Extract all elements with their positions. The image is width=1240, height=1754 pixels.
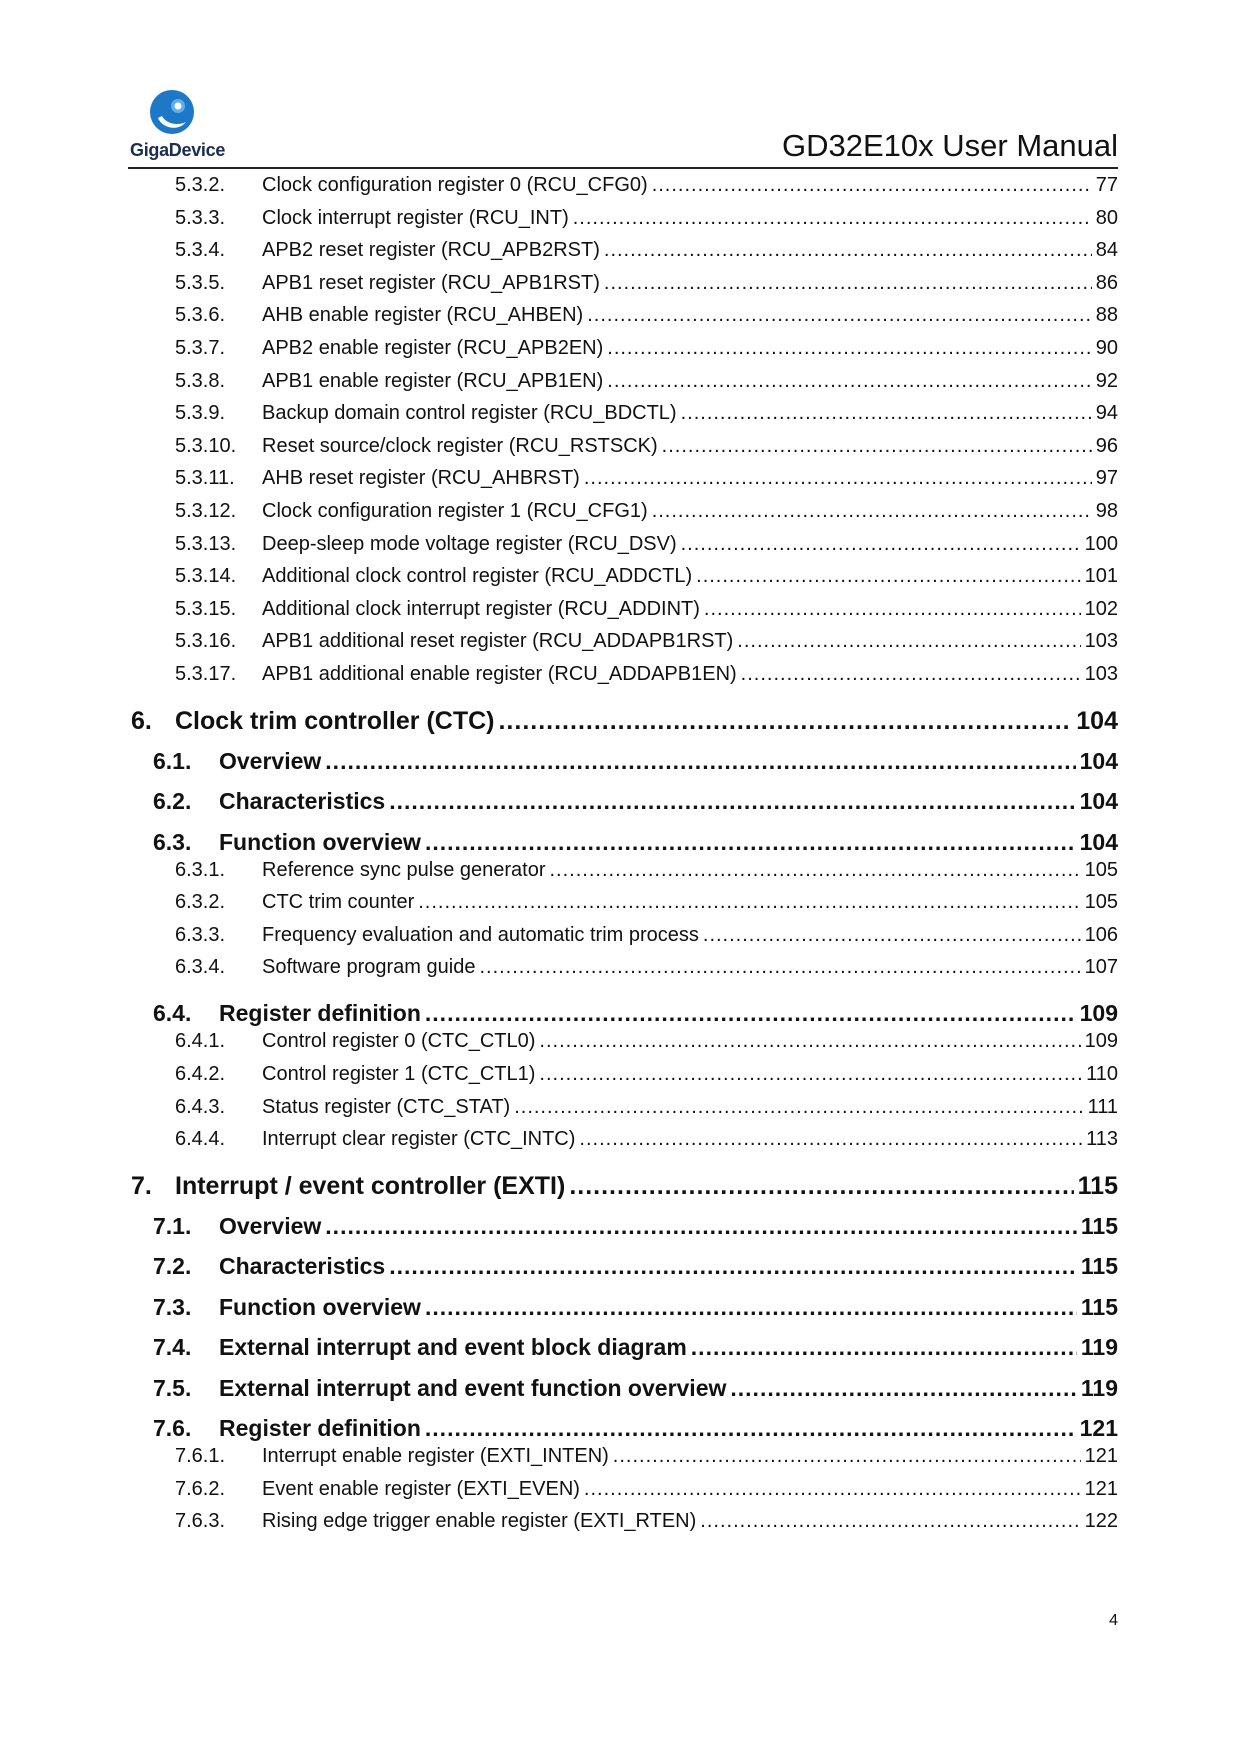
toc-entry-number: 6.4.1. [175,1030,226,1052]
toc-entry-page: 98 [1095,500,1118,522]
toc-entry-page: 103 [1084,630,1118,652]
toc-entry-title: Additional clock control register (RCU_ADDCTL) [262,565,693,587]
toc-entry-page: 102 [1084,598,1118,620]
toc-leader-dots [389,788,1075,815]
toc-leader-dots [607,337,1091,360]
toc-entry-line [175,707,1118,736]
toc-leader-dots [587,304,1092,327]
toc-entry-number: 6.4.3. [175,1096,226,1118]
toc-entry-number: 6.3.1. [175,859,226,881]
toc-leader-dots [662,435,1092,458]
toc-entry-line [262,402,1118,425]
toc-entry-line [219,788,1118,815]
toc-entry-line [262,1445,1118,1468]
toc-entry-line [219,1334,1118,1361]
toc-entry-number: 6.1. [153,748,192,774]
toc-entry[interactable] [0,1172,1240,1208]
toc-entry-page: 104 [1079,748,1118,774]
toc-leader-dots [425,1294,1077,1321]
toc-entry-title: AHB reset register (RCU_AHBRST) [262,467,580,489]
toc-entry-number: 5.3.4. [175,239,226,261]
toc-entry-title: APB1 reset register (RCU_APB1RST) [262,272,600,294]
toc-entry-title: APB1 enable register (RCU_APB1EN) [262,370,604,392]
toc-leader-dots [539,1063,1082,1086]
toc-leader-dots [498,707,1072,736]
toc-entry-title: APB1 additional reset register (RCU_ADDAPB1RST) [262,630,734,652]
toc-entry-page: 94 [1095,402,1118,424]
toc-entry-number: 5.3.17. [175,663,237,685]
toc-entry-title: Reference sync pulse generator [262,859,546,881]
toc-entry[interactable] [0,239,1240,269]
toc-entry-title: Reset source/clock register (RCU_RSTSCK) [262,435,658,457]
toc-entry-title: External interrupt and event block diagram [219,1334,687,1360]
toc-entry[interactable] [0,598,1240,628]
toc-leader-dots [703,924,1081,947]
toc-leader-dots [681,533,1081,556]
toc-entry-title: APB2 enable register (RCU_APB2EN) [262,337,604,359]
toc-leader-dots [569,1172,1073,1201]
toc-entry[interactable] [0,174,1240,204]
toc-entry-line [262,239,1118,262]
toc-entry-page: 111 [1087,1096,1118,1118]
toc-entry-line [262,337,1118,360]
toc-leader-dots [741,663,1081,686]
toc-entry-number: 5.3.11. [175,467,235,489]
toc-entry-page: 110 [1086,1063,1118,1085]
toc-entry[interactable] [0,707,1240,743]
toc-entry-page: 109 [1079,1000,1118,1026]
toc-entry-page: 106 [1084,924,1118,946]
toc-entry-number: 5.3.12. [175,500,237,522]
toc-entry-line [262,565,1118,588]
toc-entry[interactable] [0,663,1240,693]
toc-entry[interactable] [0,402,1240,432]
toc-entry-page: 86 [1095,272,1118,294]
toc-entry-page: 103 [1084,663,1118,685]
toc-entry-title: CTC trim counter [262,891,415,913]
toc-entry[interactable] [0,533,1240,563]
toc-entry[interactable] [0,1334,1240,1368]
toc-leader-dots [579,1128,1082,1151]
toc-entry-number: 7.2. [153,1253,192,1279]
toc-entry-number: 6.3.2. [175,891,226,913]
toc-entry[interactable] [0,956,1240,986]
toc-entry-title: Clock trim controller (CTC) [175,707,495,735]
toc-entry-page: 115 [1077,1172,1118,1200]
toc-entry-line [262,598,1118,621]
toc-entry-page: 105 [1084,859,1118,881]
toc-entry[interactable] [0,1415,1240,1449]
toc-entry-line [262,174,1118,197]
toc-entry-page: 97 [1095,467,1118,489]
toc-entry[interactable] [0,337,1240,367]
toc-entry-number: 5.3.10. [175,435,237,457]
toc-entry[interactable] [0,924,1240,954]
toc-leader-dots [652,174,1092,197]
toc-entry-number: 5.3.13. [175,533,237,555]
toc-entry-page: 119 [1080,1334,1118,1360]
page-number: 4 [1109,1612,1118,1629]
toc-entry[interactable] [0,272,1240,302]
toc-leader-dots [607,370,1091,393]
toc-entry[interactable] [0,370,1240,400]
toc-entry-line [262,1478,1118,1501]
toc-entry[interactable] [0,1445,1240,1475]
toc-entry-page: 96 [1095,435,1118,457]
toc-leader-dots [652,500,1092,523]
toc-entry-number: 6.3. [153,829,192,855]
toc-leader-dots [696,565,1080,588]
toc-entry-page: 122 [1084,1510,1118,1532]
toc-entry-title: Additional clock interrupt register (RCU_ADDINT) [262,598,700,620]
toc-entry-title: Characteristics [219,788,386,814]
toc-entry-number: 7.6.2. [175,1478,226,1500]
toc-entry-title: Interrupt / event controller (EXTI) [175,1172,566,1200]
header-divider [128,167,1118,169]
toc-entry-page: 121 [1079,1415,1118,1441]
toc-entry[interactable] [0,1213,1240,1247]
toc-entry[interactable] [0,829,1240,863]
toc-entry-line [262,500,1118,523]
toc-entry-number: 5.3.6. [175,304,226,326]
toc-leader-dots [613,1445,1081,1468]
toc-leader-dots [604,272,1092,295]
toc-entry-line [262,304,1118,327]
gigadevice-logo [128,88,238,160]
toc-entry-number: 5.3.14. [175,565,237,587]
toc-entry-line [262,956,1118,979]
toc-entry-line [219,1253,1118,1280]
toc-leader-dots [700,1510,1080,1533]
toc-entry-title: APB2 reset register (RCU_APB2RST) [262,239,600,261]
toc-entry[interactable] [0,1478,1240,1508]
toc-entry-title: Event enable register (EXTI_EVEN) [262,1478,580,1500]
toc-entry-line [262,924,1118,947]
toc-entry[interactable] [0,630,1240,660]
toc-entry-page: 104 [1079,788,1118,814]
toc-entry-title: Overview [219,1213,322,1239]
toc-entry-number: 5.3.5. [175,272,226,294]
toc-leader-dots [425,829,1076,856]
toc-entry[interactable] [0,467,1240,497]
toc-entry-line [262,1096,1118,1119]
toc-entry-page: 84 [1095,239,1118,261]
toc-entry-number: 5.3.8. [175,370,226,392]
toc-entry-line [262,1128,1118,1151]
toc-entry-title: Deep-sleep mode voltage register (RCU_DSV) [262,533,677,555]
toc-entry-page: 80 [1095,207,1118,229]
toc-entry[interactable] [0,1000,1240,1034]
toc-entry-number: 6.4. [153,1000,192,1026]
toc-entry[interactable] [0,788,1240,822]
toc-entry[interactable] [0,207,1240,237]
toc-entry-page: 100 [1084,533,1118,555]
toc-entry-page: 115 [1080,1294,1118,1320]
toc-entry[interactable] [0,1510,1240,1540]
toc-entry-line [262,891,1118,914]
toc-entry-line [219,1415,1118,1442]
toc-entry-line [219,1294,1118,1321]
toc-entry-page: 107 [1084,956,1118,978]
toc-leader-dots [325,748,1075,775]
toc-entry[interactable] [0,565,1240,595]
gigadevice-logo-icon [148,88,196,136]
toc-entry-line [219,1000,1118,1027]
toc-leader-dots [479,956,1080,979]
toc-entry-line [219,748,1118,775]
toc-entry-title: Backup domain control register (RCU_BDCTL) [262,402,677,424]
toc-entry-number: 6.4.4. [175,1128,226,1150]
toc-entry-title: Control register 1 (CTC_CTL1) [262,1063,536,1085]
toc-leader-dots [573,207,1092,230]
toc-entry-number: 6.2. [153,788,192,814]
toc-entry-line [262,1063,1118,1086]
toc-entry[interactable] [0,500,1240,530]
toc-entry-number: 7.6. [153,1415,192,1441]
toc-entry-page: 121 [1084,1478,1118,1500]
toc-leader-dots [681,402,1092,425]
toc-entry-line [262,370,1118,393]
toc-entry-page: 77 [1095,174,1118,196]
toc-entry-number: 6. [131,707,152,735]
toc-entry-title: Status register (CTC_STAT) [262,1096,511,1118]
toc-entry[interactable] [0,1096,1240,1126]
toc-entry-number: 5.3.3. [175,207,226,229]
toc-entry-title: APB1 additional enable register (RCU_ADDAPB1EN) [262,663,737,685]
toc-entry[interactable] [0,748,1240,782]
toc-entry[interactable] [0,891,1240,921]
toc-entry[interactable] [0,859,1240,889]
document-title: GD32E10x User Manual [782,128,1118,163]
toc-leader-dots [604,239,1092,262]
toc-entry[interactable] [0,435,1240,465]
toc-entry-title: Register definition [219,1415,421,1441]
toc-entry-number: 7.4. [153,1334,192,1360]
toc-entry-number: 6.3.3. [175,924,226,946]
toc-entry-title: Control register 0 (CTC_CTL0) [262,1030,536,1052]
toc-entry[interactable] [0,1063,1240,1093]
toc-entry[interactable] [0,304,1240,334]
toc-entry-title: Interrupt clear register (CTC_INTC) [262,1128,576,1150]
toc-entry[interactable] [0,1030,1240,1060]
toc-entry[interactable] [0,1253,1240,1287]
toc-entry-page: 121 [1084,1445,1118,1467]
toc-entry-page: 119 [1080,1375,1118,1401]
toc-entry-line [262,1510,1118,1533]
toc-entry-line [262,859,1118,882]
toc-entry-page: 104 [1079,829,1118,855]
toc-entry-number: 5.3.2. [175,174,226,196]
toc-leader-dots [389,1253,1077,1280]
toc-entry-number: 6.3.4. [175,956,226,978]
toc-entry-number: 5.3.15. [175,598,237,620]
toc-entry-line [262,1030,1118,1053]
toc-entry-title: Function overview [219,1294,421,1320]
toc-entry-number: 7.5. [153,1375,192,1401]
toc-leader-dots [418,891,1080,914]
toc-entry-number: 7.3. [153,1294,192,1320]
toc-entry-line [262,435,1118,458]
toc-entry-title: AHB enable register (RCU_AHBEN) [262,304,584,326]
toc-entry-page: 115 [1080,1213,1118,1239]
toc-entry-title: Interrupt enable register (EXTI_INTEN) [262,1445,609,1467]
toc-entry-line [219,1375,1118,1402]
toc-entry-number: 5.3.7. [175,337,226,359]
toc-entry-page: 115 [1080,1253,1118,1279]
toc-entry-number: 5.3.9. [175,402,226,424]
toc-entry-line [219,1213,1118,1240]
toc-entry-title: External interrupt and event function overview [219,1375,727,1401]
toc-leader-dots [425,1415,1076,1442]
toc-leader-dots [550,859,1081,882]
toc-entry-title: Frequency evaluation and automatic trim process [262,924,699,946]
brand-name: GigaDevice [130,140,226,160]
toc-entry[interactable] [0,1375,1240,1409]
toc-entry-number: 7.6.3. [175,1510,226,1532]
toc-entry-line [262,630,1118,653]
toc-entry-page: 88 [1095,304,1118,326]
toc-entry-line [262,207,1118,230]
toc-leader-dots [691,1334,1077,1361]
toc-entry-title: Clock interrupt register (RCU_INT) [262,207,569,229]
toc-entry[interactable] [0,1294,1240,1328]
toc-entry-title: Overview [219,748,322,774]
toc-entry-line [262,272,1118,295]
toc-entry[interactable] [0,1128,1240,1158]
toc-entry-title: Characteristics [219,1253,386,1279]
toc-entry-title: Register definition [219,1000,421,1026]
toc-entry-page: 101 [1084,565,1118,587]
toc-entry-page: 113 [1086,1128,1118,1150]
toc-leader-dots [704,598,1081,621]
toc-entry-title: Rising edge trigger enable register (EXTI_RTEN) [262,1510,697,1532]
toc-entry-title: Clock configuration register 0 (RCU_CFG0) [262,174,648,196]
toc-entry-number: 7.6.1. [175,1445,226,1467]
toc-entry-number: 7. [131,1172,152,1200]
toc-entry-number: 7.1. [153,1213,192,1239]
toc-entry-line [262,663,1118,686]
toc-leader-dots [737,630,1080,653]
toc-entry-page: 105 [1084,891,1118,913]
toc-entry-page: 109 [1084,1030,1118,1052]
toc-entry-title: Software program guide [262,956,476,978]
toc-leader-dots [514,1096,1083,1119]
toc-leader-dots [730,1375,1077,1402]
toc-leader-dots [584,1478,1081,1501]
toc-leader-dots [325,1213,1077,1240]
toc-entry-line [219,829,1118,856]
toc-entry-line [262,467,1118,490]
toc-entry-title: Clock configuration register 1 (RCU_CFG1) [262,500,648,522]
toc-entry-page: 90 [1095,337,1118,359]
toc-leader-dots [425,1000,1076,1027]
toc-entry-page: 104 [1076,707,1118,735]
toc-entry-page: 92 [1095,370,1118,392]
toc-entry-title: Function overview [219,829,421,855]
toc-leader-dots [584,467,1092,490]
toc-entry-number: 5.3.16. [175,630,237,652]
toc-leader-dots [539,1030,1080,1053]
toc-entry-line [262,533,1118,556]
toc-entry-number: 6.4.2. [175,1063,226,1085]
toc-entry-line [175,1172,1118,1201]
